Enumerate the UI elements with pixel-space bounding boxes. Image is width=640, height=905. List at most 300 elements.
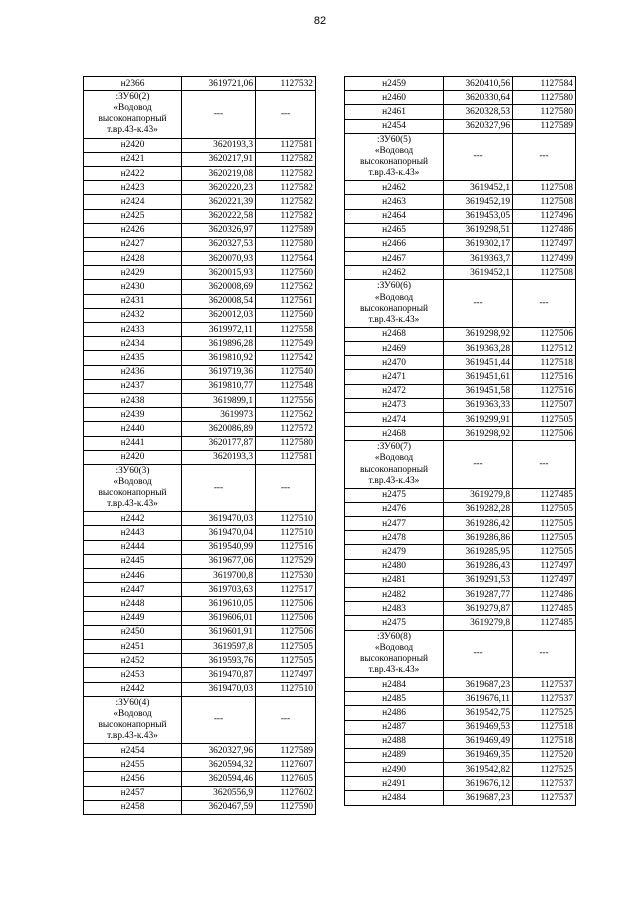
section-header-row xyxy=(345,280,576,327)
point-id-cell: н2458 xyxy=(84,800,182,814)
x-coordinate-cell: 3620594,32 xyxy=(182,758,256,772)
y-coordinate-cell: --- xyxy=(256,91,316,138)
y-coordinate-cell: 1127560 xyxy=(256,308,316,322)
table-row xyxy=(84,583,316,597)
table-row xyxy=(345,531,576,545)
table-row xyxy=(345,266,576,280)
y-coordinate-cell: 1127525 xyxy=(513,706,576,720)
table-row xyxy=(345,77,576,91)
table-row xyxy=(84,138,316,152)
point-id-cell: н2422 xyxy=(84,166,182,180)
table-row xyxy=(84,639,316,653)
point-id-cell: н2425 xyxy=(84,209,182,223)
y-coordinate-cell: 1127516 xyxy=(513,370,576,384)
section-header-row xyxy=(345,630,576,677)
point-id-cell: н2469 xyxy=(345,342,444,356)
x-coordinate-cell: 3619593,76 xyxy=(182,654,256,668)
y-coordinate-cell: 1127485 xyxy=(513,616,576,630)
point-id-cell: н2466 xyxy=(345,237,444,251)
table-row xyxy=(84,195,316,209)
y-coordinate-cell: 1127508 xyxy=(513,181,576,195)
x-coordinate-cell: --- xyxy=(182,91,256,138)
x-coordinate-cell: 3620008,54 xyxy=(182,294,256,308)
y-coordinate-cell: 1127537 xyxy=(513,677,576,691)
x-coordinate-cell: 3620327,96 xyxy=(182,744,256,758)
x-coordinate-cell: 3619972,11 xyxy=(182,323,256,337)
table-row xyxy=(345,517,576,531)
point-id-cell: н2424 xyxy=(84,195,182,209)
y-coordinate-cell: 1127580 xyxy=(256,436,316,450)
table-row xyxy=(84,436,316,450)
x-coordinate-cell: 3619279,8 xyxy=(444,488,513,502)
section-label-cell: :ЗУ60(6) «Водовод высоконапорный т.вр.43-к.43» xyxy=(345,280,444,327)
table-row xyxy=(345,616,576,630)
y-coordinate-cell: 1127497 xyxy=(256,668,316,682)
x-coordinate-cell: 3619452,1 xyxy=(444,266,513,280)
x-coordinate-cell: 3620410,56 xyxy=(444,77,513,91)
point-id-cell: н2487 xyxy=(345,720,444,734)
x-coordinate-cell: 3620467,59 xyxy=(182,800,256,814)
x-coordinate-cell: 3619451,44 xyxy=(444,356,513,370)
point-id-cell: н2427 xyxy=(84,237,182,251)
table-row xyxy=(345,427,576,441)
table-row xyxy=(345,692,576,706)
point-id-cell: н2421 xyxy=(84,152,182,166)
y-coordinate-cell: 1127582 xyxy=(256,209,316,223)
y-coordinate-cell: 1127562 xyxy=(256,280,316,294)
y-coordinate-cell: 1127589 xyxy=(256,223,316,237)
point-id-cell: н2474 xyxy=(345,412,444,426)
y-coordinate-cell: 1127505 xyxy=(513,531,576,545)
table-row xyxy=(84,323,316,337)
x-coordinate-cell: 3619810,77 xyxy=(182,379,256,393)
y-coordinate-cell: 1127485 xyxy=(513,488,576,502)
y-coordinate-cell: 1127508 xyxy=(513,195,576,209)
table-row xyxy=(84,266,316,280)
point-id-cell: н2448 xyxy=(84,597,182,611)
y-coordinate-cell: 1127582 xyxy=(256,166,316,180)
point-id-cell: н2468 xyxy=(345,327,444,341)
y-coordinate-cell: 1127506 xyxy=(256,597,316,611)
x-coordinate-cell: 3620015,93 xyxy=(182,266,256,280)
y-coordinate-cell: 1127542 xyxy=(256,351,316,365)
x-coordinate-cell: 3619279,8 xyxy=(444,616,513,630)
y-coordinate-cell: 1127507 xyxy=(513,398,576,412)
y-coordinate-cell: 1127562 xyxy=(256,408,316,422)
table-row xyxy=(345,223,576,237)
table-row xyxy=(84,744,316,758)
point-id-cell: н2488 xyxy=(345,734,444,748)
point-id-cell: н2435 xyxy=(84,351,182,365)
table-row xyxy=(345,209,576,223)
x-coordinate-cell: 3619453,05 xyxy=(444,209,513,223)
table-row xyxy=(345,573,576,587)
point-id-cell: н2457 xyxy=(84,786,182,800)
y-coordinate-cell: 1127510 xyxy=(256,682,316,696)
table-row xyxy=(345,91,576,105)
table-row xyxy=(345,327,576,341)
point-id-cell: н2366 xyxy=(84,77,182,91)
point-id-cell: н2463 xyxy=(345,195,444,209)
section-label-cell: :ЗУ60(4) «Водовод высоконапорный т.вр.43-к.43» xyxy=(84,696,182,743)
x-coordinate-cell: --- xyxy=(444,630,513,677)
x-coordinate-cell: 3619286,86 xyxy=(444,531,513,545)
y-coordinate-cell: 1127520 xyxy=(513,748,576,762)
table-row xyxy=(345,677,576,691)
table-row xyxy=(345,545,576,559)
y-coordinate-cell: 1127486 xyxy=(513,588,576,602)
point-id-cell: н2441 xyxy=(84,436,182,450)
x-coordinate-cell: 3619451,61 xyxy=(444,370,513,384)
y-coordinate-cell: 1127582 xyxy=(256,152,316,166)
y-coordinate-cell: 1127529 xyxy=(256,554,316,568)
x-coordinate-cell: 3619470,03 xyxy=(182,512,256,526)
x-coordinate-cell: 3620556,9 xyxy=(182,786,256,800)
y-coordinate-cell: 1127530 xyxy=(256,569,316,583)
table-row xyxy=(84,77,316,91)
x-coordinate-cell: 3619469,53 xyxy=(444,720,513,734)
y-coordinate-cell: 1127532 xyxy=(256,77,316,91)
x-coordinate-cell: --- xyxy=(444,133,513,180)
table-row xyxy=(345,706,576,720)
table-row xyxy=(345,488,576,502)
point-id-cell: н2468 xyxy=(345,427,444,441)
table-row xyxy=(84,611,316,625)
table-row xyxy=(345,119,576,133)
x-coordinate-cell: 3619282,28 xyxy=(444,502,513,516)
x-coordinate-cell: 3619810,92 xyxy=(182,351,256,365)
x-coordinate-cell: 3620086,89 xyxy=(182,422,256,436)
section-label-cell: :ЗУ60(8) «Водовод высоконапорный т.вр.43-к.43» xyxy=(345,630,444,677)
point-id-cell: н2442 xyxy=(84,682,182,696)
x-coordinate-cell: 3620217,91 xyxy=(182,152,256,166)
x-coordinate-cell: 3619719,36 xyxy=(182,365,256,379)
y-coordinate-cell: 1127508 xyxy=(513,266,576,280)
x-coordinate-cell: --- xyxy=(444,280,513,327)
x-coordinate-cell: 3619470,87 xyxy=(182,668,256,682)
table-row xyxy=(345,502,576,516)
x-coordinate-cell: 3619286,42 xyxy=(444,517,513,531)
point-id-cell: н2486 xyxy=(345,706,444,720)
y-coordinate-cell: 1127497 xyxy=(513,573,576,587)
y-coordinate-cell: 1127564 xyxy=(256,252,316,266)
y-coordinate-cell: 1127505 xyxy=(256,654,316,668)
point-id-cell: н2431 xyxy=(84,294,182,308)
section-label-cell: :ЗУ60(7) «Водовод высоконапорный т.вр.43-к.43» xyxy=(345,441,444,488)
y-coordinate-cell: 1127497 xyxy=(513,559,576,573)
y-coordinate-cell: 1127561 xyxy=(256,294,316,308)
coordinates-table-right xyxy=(344,76,576,806)
y-coordinate-cell: 1127506 xyxy=(256,625,316,639)
table-row xyxy=(84,252,316,266)
y-coordinate-cell: 1127525 xyxy=(513,763,576,777)
point-id-cell: н2444 xyxy=(84,540,182,554)
x-coordinate-cell: 3620070,93 xyxy=(182,252,256,266)
point-id-cell: н2490 xyxy=(345,763,444,777)
point-id-cell: н2480 xyxy=(345,559,444,573)
point-id-cell: н2467 xyxy=(345,252,444,266)
y-coordinate-cell: --- xyxy=(256,696,316,743)
x-coordinate-cell: 3619298,92 xyxy=(444,427,513,441)
point-id-cell: н2454 xyxy=(84,744,182,758)
y-coordinate-cell: 1127537 xyxy=(513,692,576,706)
point-id-cell: н2439 xyxy=(84,408,182,422)
table-row xyxy=(84,237,316,251)
table-row xyxy=(84,393,316,407)
y-coordinate-cell: 1127518 xyxy=(513,720,576,734)
table-row xyxy=(345,370,576,384)
y-coordinate-cell: 1127581 xyxy=(256,138,316,152)
point-id-cell: н2429 xyxy=(84,266,182,280)
x-coordinate-cell: 3620219,08 xyxy=(182,166,256,180)
table-row xyxy=(345,252,576,266)
table-row xyxy=(84,526,316,540)
x-coordinate-cell: 3619469,35 xyxy=(444,748,513,762)
x-coordinate-cell: 3620008,69 xyxy=(182,280,256,294)
table-row xyxy=(84,540,316,554)
point-id-cell: н2456 xyxy=(84,772,182,786)
point-id-cell: н2470 xyxy=(345,356,444,370)
y-coordinate-cell: 1127516 xyxy=(256,540,316,554)
table-row xyxy=(345,356,576,370)
x-coordinate-cell: 3619298,51 xyxy=(444,223,513,237)
y-coordinate-cell: 1127580 xyxy=(513,105,576,119)
table-row xyxy=(84,379,316,393)
point-id-cell: н2473 xyxy=(345,398,444,412)
x-coordinate-cell: 3619287,77 xyxy=(444,588,513,602)
section-header-row xyxy=(84,696,316,743)
point-id-cell: н2428 xyxy=(84,252,182,266)
point-id-cell: н2452 xyxy=(84,654,182,668)
point-id-cell: н2453 xyxy=(84,668,182,682)
y-coordinate-cell: 1127560 xyxy=(256,266,316,280)
table-row xyxy=(84,800,316,814)
table-row xyxy=(84,152,316,166)
x-coordinate-cell: 3620326,97 xyxy=(182,223,256,237)
x-coordinate-cell: 3619676,11 xyxy=(444,692,513,706)
y-coordinate-cell: 1127589 xyxy=(256,744,316,758)
point-id-cell: н2484 xyxy=(345,677,444,691)
y-coordinate-cell: 1127506 xyxy=(256,611,316,625)
section-label-cell: :ЗУ60(3) «Водовод высоконапорный т.вр.43-к.43» xyxy=(84,464,182,511)
point-id-cell: н2485 xyxy=(345,692,444,706)
y-coordinate-cell: 1127537 xyxy=(513,791,576,805)
y-coordinate-cell: 1127505 xyxy=(513,412,576,426)
table-row xyxy=(84,654,316,668)
point-id-cell: н2440 xyxy=(84,422,182,436)
x-coordinate-cell: 3620193,3 xyxy=(182,138,256,152)
x-coordinate-cell: 3620327,53 xyxy=(182,237,256,251)
point-id-cell: н2461 xyxy=(345,105,444,119)
point-id-cell: н2430 xyxy=(84,280,182,294)
x-coordinate-cell: 3619470,04 xyxy=(182,526,256,540)
x-coordinate-cell: 3619452,19 xyxy=(444,195,513,209)
y-coordinate-cell: 1127485 xyxy=(513,602,576,616)
x-coordinate-cell: 3619363,33 xyxy=(444,398,513,412)
point-id-cell: н2482 xyxy=(345,588,444,602)
y-coordinate-cell: 1127582 xyxy=(256,181,316,195)
table-row xyxy=(84,625,316,639)
x-coordinate-cell: --- xyxy=(182,696,256,743)
x-coordinate-cell: 3619973 xyxy=(182,408,256,422)
point-id-cell: н2423 xyxy=(84,181,182,195)
point-id-cell: н2489 xyxy=(345,748,444,762)
table-row xyxy=(84,223,316,237)
point-id-cell: н2479 xyxy=(345,545,444,559)
x-coordinate-cell: 3619601,91 xyxy=(182,625,256,639)
x-coordinate-cell: 3619285,95 xyxy=(444,545,513,559)
y-coordinate-cell: 1127505 xyxy=(256,639,316,653)
y-coordinate-cell: 1127607 xyxy=(256,758,316,772)
y-coordinate-cell: 1127516 xyxy=(513,384,576,398)
y-coordinate-cell: 1127499 xyxy=(513,252,576,266)
point-id-cell: н2491 xyxy=(345,777,444,791)
point-id-cell: н2465 xyxy=(345,223,444,237)
y-coordinate-cell: 1127602 xyxy=(256,786,316,800)
table-row xyxy=(84,351,316,365)
point-id-cell: н2481 xyxy=(345,573,444,587)
table-row xyxy=(84,758,316,772)
point-id-cell: н2432 xyxy=(84,308,182,322)
table-row xyxy=(345,559,576,573)
table-row xyxy=(345,342,576,356)
y-coordinate-cell: 1127548 xyxy=(256,379,316,393)
y-coordinate-cell: 1127558 xyxy=(256,323,316,337)
table-row xyxy=(345,588,576,602)
x-coordinate-cell: 3619542,75 xyxy=(444,706,513,720)
y-coordinate-cell: --- xyxy=(513,280,576,327)
y-coordinate-cell: 1127540 xyxy=(256,365,316,379)
table-row xyxy=(84,569,316,583)
y-coordinate-cell: 1127505 xyxy=(513,517,576,531)
section-header-row xyxy=(84,464,316,511)
table-row xyxy=(345,602,576,616)
y-coordinate-cell: 1127506 xyxy=(513,427,576,441)
table-row xyxy=(84,365,316,379)
point-id-cell: н2420 xyxy=(84,450,182,464)
x-coordinate-cell: 3619299,91 xyxy=(444,412,513,426)
point-id-cell: н2464 xyxy=(345,209,444,223)
y-coordinate-cell: --- xyxy=(513,133,576,180)
y-coordinate-cell: 1127589 xyxy=(513,119,576,133)
x-coordinate-cell: 3619597,8 xyxy=(182,639,256,653)
x-coordinate-cell: 3620328,53 xyxy=(444,105,513,119)
table-row xyxy=(84,682,316,696)
y-coordinate-cell: 1127605 xyxy=(256,772,316,786)
x-coordinate-cell: 3619687,23 xyxy=(444,791,513,805)
x-coordinate-cell: 3619676,12 xyxy=(444,777,513,791)
point-id-cell: н2472 xyxy=(345,384,444,398)
table-row xyxy=(84,668,316,682)
table-row xyxy=(345,720,576,734)
table-row xyxy=(345,398,576,412)
x-coordinate-cell: 3620177,87 xyxy=(182,436,256,450)
point-id-cell: н2484 xyxy=(345,791,444,805)
point-id-cell: н2475 xyxy=(345,488,444,502)
point-id-cell: н2447 xyxy=(84,583,182,597)
y-coordinate-cell: 1127505 xyxy=(513,502,576,516)
x-coordinate-cell: 3619899,1 xyxy=(182,393,256,407)
x-coordinate-cell: --- xyxy=(444,441,513,488)
x-coordinate-cell: 3619363,7 xyxy=(444,252,513,266)
point-id-cell: н2434 xyxy=(84,337,182,351)
y-coordinate-cell: 1127580 xyxy=(256,237,316,251)
section-label-cell: :ЗУ60(5) «Водовод высоконапорный т.вр.43-к.43» xyxy=(345,133,444,180)
point-id-cell: н2476 xyxy=(345,502,444,516)
table-row xyxy=(345,412,576,426)
y-coordinate-cell: 1127512 xyxy=(513,342,576,356)
table-row xyxy=(84,512,316,526)
section-header-row xyxy=(345,133,576,180)
point-id-cell: н2436 xyxy=(84,365,182,379)
coordinates-table-left xyxy=(83,76,316,815)
table-row xyxy=(345,181,576,195)
table-row xyxy=(84,554,316,568)
x-coordinate-cell: 3619298,92 xyxy=(444,327,513,341)
table-row xyxy=(84,786,316,800)
x-coordinate-cell: 3619677,06 xyxy=(182,554,256,568)
y-coordinate-cell: 1127549 xyxy=(256,337,316,351)
y-coordinate-cell: 1127518 xyxy=(513,734,576,748)
x-coordinate-cell: 3619610,05 xyxy=(182,597,256,611)
point-id-cell: н2459 xyxy=(345,77,444,91)
point-id-cell: н2450 xyxy=(84,625,182,639)
point-id-cell: н2451 xyxy=(84,639,182,653)
table-row xyxy=(84,408,316,422)
x-coordinate-cell: 3619470,03 xyxy=(182,682,256,696)
x-coordinate-cell: 3619606,01 xyxy=(182,611,256,625)
page-number: 82 xyxy=(313,15,327,27)
table-row xyxy=(345,777,576,791)
x-coordinate-cell: 3619687,23 xyxy=(444,677,513,691)
x-coordinate-cell: 3619291,53 xyxy=(444,573,513,587)
y-coordinate-cell: 1127590 xyxy=(256,800,316,814)
y-coordinate-cell: 1127506 xyxy=(513,327,576,341)
y-coordinate-cell: --- xyxy=(513,441,576,488)
section-header-row xyxy=(345,441,576,488)
x-coordinate-cell: 3620594,46 xyxy=(182,772,256,786)
point-id-cell: н2446 xyxy=(84,569,182,583)
table-row xyxy=(345,791,576,805)
x-coordinate-cell: 3619451,58 xyxy=(444,384,513,398)
table-row xyxy=(345,748,576,762)
table-row xyxy=(345,195,576,209)
x-coordinate-cell: 3619721,06 xyxy=(182,77,256,91)
table-row xyxy=(84,181,316,195)
x-coordinate-cell: 3620222,58 xyxy=(182,209,256,223)
table-row xyxy=(345,237,576,251)
y-coordinate-cell: 1127517 xyxy=(256,583,316,597)
point-id-cell: н2420 xyxy=(84,138,182,152)
x-coordinate-cell: 3620330,64 xyxy=(444,91,513,105)
point-id-cell: н2455 xyxy=(84,758,182,772)
table-row xyxy=(84,280,316,294)
y-coordinate-cell: 1127580 xyxy=(513,91,576,105)
table-row xyxy=(345,384,576,398)
y-coordinate-cell: 1127537 xyxy=(513,777,576,791)
x-coordinate-cell: 3619469,49 xyxy=(444,734,513,748)
y-coordinate-cell: 1127584 xyxy=(513,77,576,91)
table-row xyxy=(345,105,576,119)
table-row xyxy=(345,763,576,777)
y-coordinate-cell: --- xyxy=(513,630,576,677)
x-coordinate-cell: 3619896,28 xyxy=(182,337,256,351)
y-coordinate-cell: 1127518 xyxy=(513,356,576,370)
table-row xyxy=(84,772,316,786)
x-coordinate-cell: 3619452,1 xyxy=(444,181,513,195)
x-coordinate-cell: 3619700,8 xyxy=(182,569,256,583)
x-coordinate-cell: 3619302,17 xyxy=(444,237,513,251)
